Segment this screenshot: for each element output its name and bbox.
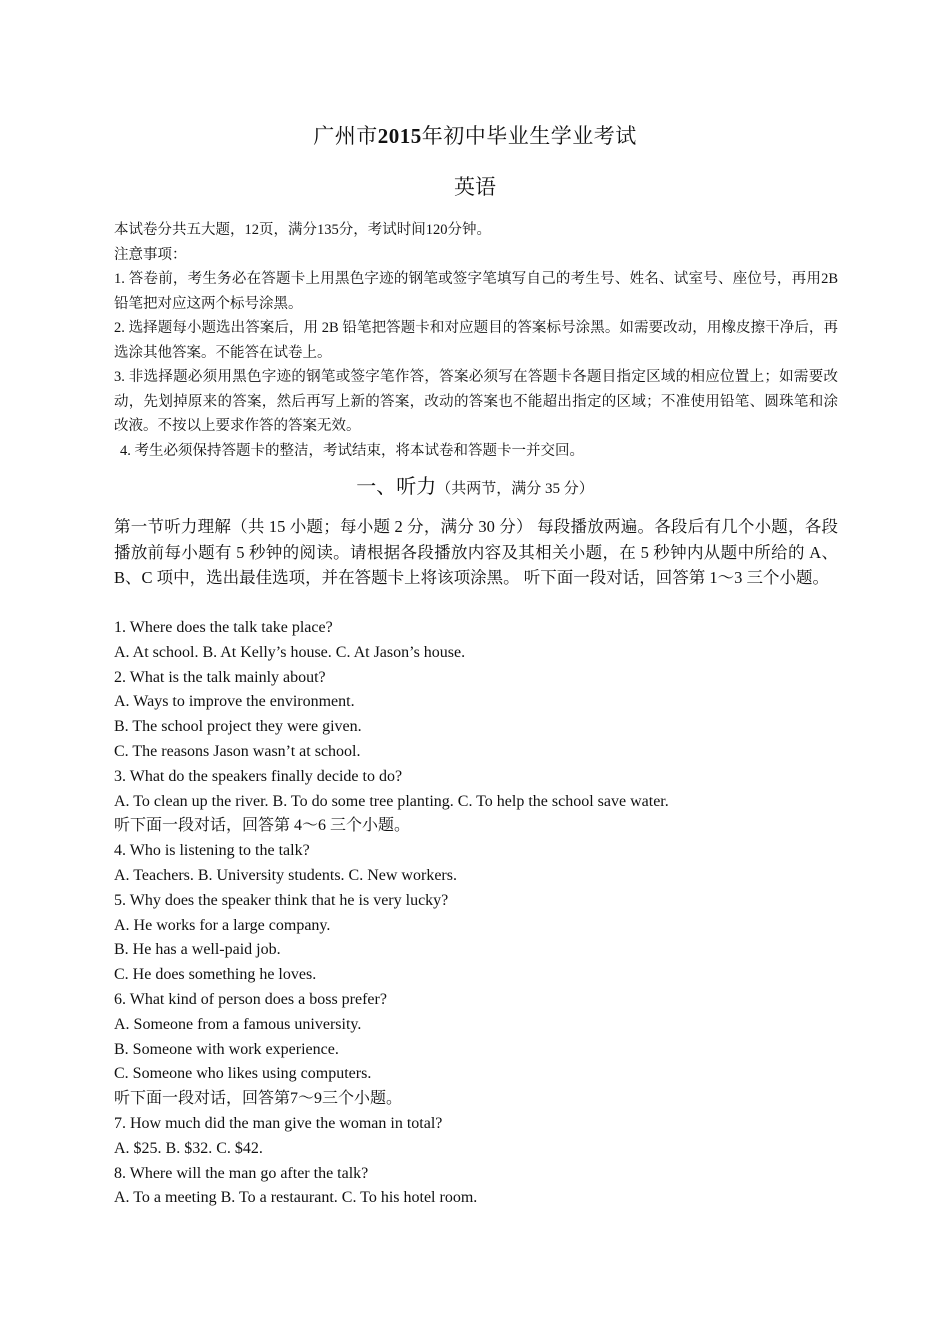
title-prefix: 广州市 xyxy=(313,124,378,148)
title-suffix: 年初中毕业生学业考试 xyxy=(421,124,637,148)
answer-line: B. Someone with work experience. xyxy=(114,1040,339,1058)
answer-line: A. Teachers. B. University students. C. New workers. xyxy=(114,866,457,884)
question-line: 5. Why does the speaker think that he is very lucky? xyxy=(114,891,449,909)
answer-line: B. The school project they were given. xyxy=(114,718,362,736)
answer-line: A. $25. B. $32. C. $42. xyxy=(114,1139,263,1157)
listening-instruction: 听下面一段对话，回答第7～9三个小题。 xyxy=(114,1090,403,1108)
exam-title xyxy=(0,121,950,151)
answer-line: C. The reasons Jason wasn’t at school. xyxy=(114,742,361,760)
question-line: 6. What kind of person does a boss prefer? xyxy=(114,990,387,1008)
question-line: 7. How much did the man give the woman in total? xyxy=(114,1114,443,1132)
question-line: 4. Who is listening to the talk? xyxy=(114,842,310,860)
answer-line: A. To clean up the river. B. To do some tree planting. C. To help the school save water. xyxy=(114,792,669,810)
notice-item-2: 2. 选择题每小题选出答案后，用 2B 铅笔把答题卡和对应题目的答案标号涂黑。如需要改动，用橡皮擦干净后，再选涂其他答案。不能答在试卷上。 xyxy=(114,320,838,361)
section-intro: 第一节听力理解（共 15 小题；每小题 2 分，满分 30 分） 每段播放两遍。各段后有几个小题，各段播放前每小题有 5 秒钟的阅读。请根据各段播放内容及其相关小题，在 5 秒钟内从题中所给的 A、B、C 项中，选出最佳选项，并在答题卡上将该项涂黑。 听下面一段对话，回答第 1～3 三个小题。 xyxy=(114,517,838,587)
question-line: 8. Where will the man go after the talk? xyxy=(114,1164,369,1182)
notice-item-1: 1. 答卷前，考生务必在答题卡上用黑色字迹的钢笔或签字笔填写自己的考生号、姓名、试室号、座位号，再用2B铅笔把对应这两个标号涂黑。 xyxy=(114,271,838,312)
exam-summary: 本试卷分共五大题，12页，满分135分，考试时间120分钟。 xyxy=(114,222,491,238)
notice-label: 注意事项： xyxy=(114,246,187,263)
question-line: 2. What is the talk mainly about? xyxy=(114,668,326,686)
section-heading-sub: （共两节，满分 35 分） xyxy=(436,481,594,497)
question-line: 1. Where does the talk take place? xyxy=(114,619,333,636)
answer-line: A. Ways to improve the environment. xyxy=(114,693,355,711)
answer-line: A. At school. B. At Kelly’s house. C. At Jason’s house. xyxy=(114,643,466,661)
question-list xyxy=(114,616,838,1211)
section-heading xyxy=(0,472,950,504)
answer-line: A. Someone from a famous university. xyxy=(114,1015,362,1033)
listening-instruction: 听下面一段对话，回答第 4～6 三个小题。 xyxy=(114,817,411,835)
answer-line: B. He has a well-paid job. xyxy=(114,941,281,959)
section-heading-main: 一、听力 xyxy=(356,476,437,498)
title-year: 2015 xyxy=(377,124,422,148)
notice-item-3: 3. 非选择题必须用黑色字迹的钢笔或签字笔作答，答案必须写在答题卡各题目指定区域的相应位置上；如需要改动，先划掉原来的答案，然后再写上新的答案，改动的答案也不能超出指定的区域；不准使用铅笔、圆珠笔和涂改液。不按以上要求作答的答案无效。 xyxy=(114,369,838,434)
answer-line: C. Someone who likes using computers. xyxy=(114,1065,372,1083)
question-line: 3. What do the speakers finally decide to do? xyxy=(114,767,403,785)
notice-item-4: 4. 考生必须保持答题卡的整洁，考试结束，将本试卷和答题卡一并交回。 xyxy=(120,442,584,459)
instructions xyxy=(114,218,838,463)
answer-line: A. He works for a large company. xyxy=(114,916,331,934)
answer-line: A. To a meeting B. To a restaurant. C. To his hotel room. xyxy=(114,1189,478,1207)
exam-subject: 英语 xyxy=(454,175,496,199)
answer-line: C. He does something he loves. xyxy=(114,966,317,984)
